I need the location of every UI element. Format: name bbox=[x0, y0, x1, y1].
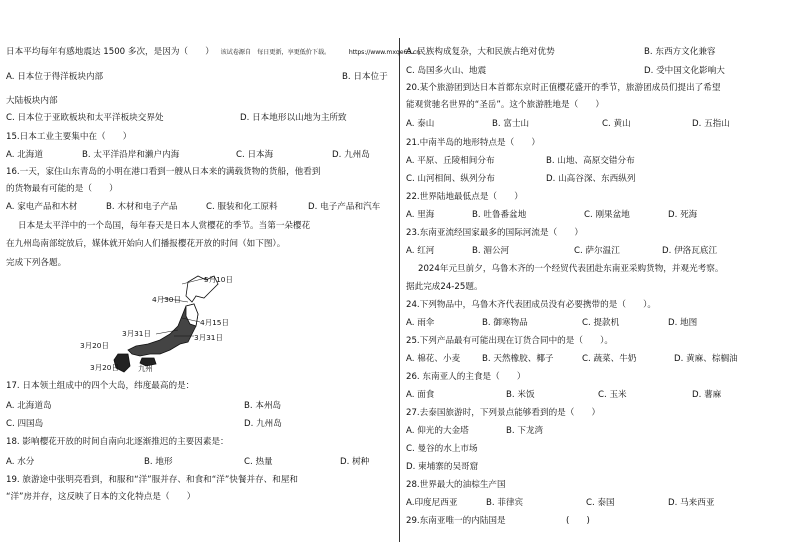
q15-option-d: D. 九州岛 bbox=[332, 150, 370, 160]
q16-option-d: D. 电子产品和汽车 bbox=[308, 202, 381, 212]
q26-option-a: A. 面食 bbox=[406, 390, 435, 400]
q27-option-c: C. 曼谷的水上市场 bbox=[406, 444, 478, 454]
passage2-line1: 2024年元旦前夕，乌鲁木齐的一个经贸代表团赴东南亚采购货物，并观光考察。 bbox=[418, 264, 724, 274]
q17-stem: 17. 日本领土组成中的四个大岛，纬度最高的是： bbox=[6, 381, 195, 391]
q15-option-a: A. 北海道 bbox=[6, 150, 43, 160]
map-label-apr-15: 4月15日 bbox=[200, 318, 229, 327]
q14-line3: 大陆板块内部 bbox=[6, 96, 58, 106]
q22-stem: 22.世界陆地最低点是（ ） bbox=[406, 192, 523, 202]
q26-option-b: B. 米饭 bbox=[506, 390, 535, 400]
q20-option-c: C. 黄山 bbox=[602, 119, 631, 129]
q23-option-c: C. 萨尔温江 bbox=[574, 246, 620, 256]
q25-option-b: B. 天然橡胶、椰子 bbox=[482, 354, 554, 364]
q28-option-c: C. 泰国 bbox=[586, 498, 615, 508]
q21-option-d: D. 山高谷深、东西纵列 bbox=[546, 174, 636, 184]
q21-option-c: C. 山河相间、纵列分布 bbox=[406, 174, 495, 184]
q25-option-d: D. 黄麻、棕榈油 bbox=[674, 354, 738, 364]
map-label-mar-20-b: 3月20日 bbox=[90, 363, 119, 372]
q24-option-c: C. 提款机 bbox=[582, 318, 620, 328]
q24-option-a: A. 雨伞 bbox=[406, 318, 435, 328]
q17-option-a: A. 北海道岛 bbox=[6, 401, 52, 411]
q16-option-c: C. 服装和化工原料 bbox=[206, 202, 278, 212]
q14-option-c: C. 日本位于亚欧板块和太平洋板块交界处 bbox=[6, 113, 164, 123]
q25-option-c: C. 蔬菜、牛奶 bbox=[582, 354, 637, 364]
q15-stem: 15.日本工业主要集中在（ ） bbox=[6, 132, 132, 142]
q20-stem-line1: 20.某个旅游团到达日本首都东京时正值樱花盛开的季节，旅游团成员们提出了希望 bbox=[406, 83, 721, 93]
map-label-kyushu: 九州 bbox=[138, 364, 153, 373]
q19-stem-line2: “洋”房并存，这反映了日本的文化特点是（ ） bbox=[6, 492, 196, 502]
q20-option-a: A. 泰山 bbox=[406, 119, 435, 129]
q14-option-d: D. 日本地形以山地为主所致 bbox=[240, 113, 347, 123]
map-label-apr-30: 4月30日 bbox=[152, 295, 181, 304]
q27-option-a: A. 仰光的大金塔 bbox=[406, 426, 469, 436]
q26-stem: 26. 东南亚人的主食是（ ） bbox=[406, 372, 526, 382]
q19-stem-line1: 19. 旅游途中张明亮看到，和服和“洋”服并存、和食和“洋”快餐并存、和屋和 bbox=[6, 475, 299, 485]
q22-option-d: D. 死海 bbox=[668, 210, 698, 220]
q23-option-b: B. 湄公河 bbox=[472, 246, 510, 256]
q22-option-b: B. 吐鲁番盆地 bbox=[472, 210, 527, 220]
column-divider bbox=[399, 38, 400, 542]
passage2-line2: 据此完成24-25题。 bbox=[406, 282, 483, 292]
q14-line2: A. 日本位于得洋板块内部 bbox=[6, 72, 104, 82]
q27-option-d: D. 柬埔寨的吴哥窟 bbox=[406, 462, 479, 472]
q28-option-d: D. 马来西亚 bbox=[668, 498, 715, 508]
map-label-mar-20-a: 3月20日 bbox=[80, 341, 109, 350]
q20-option-b: B. 富士山 bbox=[492, 119, 530, 129]
q21-option-b: B. 山地、高原交错分布 bbox=[546, 156, 635, 166]
q18-option-d: D. 树种 bbox=[340, 457, 370, 467]
map-label-mar-31-b: 3月31日 bbox=[194, 333, 223, 342]
q24-option-b: B. 御寒物品 bbox=[482, 318, 528, 328]
japan-cherry-blossom-map bbox=[70, 270, 240, 376]
q18-option-b: B. 地形 bbox=[144, 457, 173, 467]
q15-option-b: B. 太平洋沿岸和濑户内海 bbox=[82, 150, 180, 160]
q28-option-b: B. 菲律宾 bbox=[486, 498, 524, 508]
q21-option-a: A. 平原、丘陵相间分布 bbox=[406, 156, 495, 166]
passage-line2: 在九州岛南部绽放后，媒体就开始向人们播报樱花开放的时间（如下图）。 bbox=[6, 239, 286, 249]
q14-option-b: B. 日本位于 bbox=[342, 72, 388, 82]
q24-option-d: D. 地图 bbox=[668, 318, 698, 328]
q19-option-a: A. 民族构成复杂，大和民族占绝对优势 bbox=[406, 47, 555, 57]
q29-answer-blank: ( ) bbox=[566, 516, 590, 526]
q24-stem: 24.下列物品中，乌鲁木齐代表团成员没有必要携带的是（ ）。 bbox=[406, 300, 656, 310]
q23-option-d: D. 伊洛瓦底江 bbox=[662, 246, 718, 256]
q19-option-c: C. 岛国多火山、地震 bbox=[406, 66, 487, 76]
q17-option-c: C. 四国岛 bbox=[6, 419, 44, 429]
q22-option-a: A. 里海 bbox=[406, 210, 435, 220]
q28-stem: 28.世界最大的油棕生产国 bbox=[406, 480, 506, 490]
q22-option-c: C. 刚果盆地 bbox=[584, 210, 630, 220]
q28-option-a: A.印度尼西亚 bbox=[406, 498, 458, 508]
q18-option-c: C. 热量 bbox=[244, 457, 273, 467]
q29-stem: 29.东南亚唯一的内陆国是 bbox=[406, 516, 506, 526]
q19-option-d: D. 受中国文化影响大 bbox=[644, 66, 725, 76]
q16-option-a: A. 家电产品和木材 bbox=[6, 202, 78, 212]
q26-option-c: C. 玉米 bbox=[598, 390, 627, 400]
q20-option-d: D. 五指山 bbox=[692, 119, 730, 129]
q26-option-d: D. 薯麻 bbox=[692, 390, 722, 400]
q27-option-b: B. 下龙湾 bbox=[506, 426, 544, 436]
map-label-mar-31-a: 3月31日 bbox=[122, 329, 151, 338]
q15-option-c: C. 日本海 bbox=[236, 150, 274, 160]
q27-stem: 27.去泰国旅游时，下列景点能够看到的是（ ） bbox=[406, 408, 601, 418]
q23-stem: 23.东南亚流经国家最多的国际河流是（ ） bbox=[406, 228, 583, 238]
q20-stem-line2: 能观赏驰名世界的“圣岳”。这个旅游胜地是（ ） bbox=[406, 100, 604, 110]
q14-line1: 日本平均每年有感地震达 1500 多次，是因为（ ） 该试卷源自 每日更新，享更低价下载。 https://www.mxqe63.cn bbox=[6, 47, 421, 57]
map-label-may-10: 5月10日 bbox=[204, 275, 233, 284]
q16-option-b: B. 木材和电子产品 bbox=[106, 202, 178, 212]
q25-option-a: A. 棉花、小麦 bbox=[406, 354, 461, 364]
q16-stem-line1: 16.一天，家住山东青岛的小明在港口看到一艘从日本来的满载货物的货船，他看到 bbox=[6, 167, 321, 177]
q21-stem: 21.中南半岛的地形特点是（ ） bbox=[406, 138, 540, 148]
q25-stem: 25.下列产品最有可能出现在订货合同中的是（ ）。 bbox=[406, 336, 614, 346]
passage-line1: 日本是太平洋中的一个岛国，每年春天是日本人赏樱花的季节。当第一朵樱花 bbox=[18, 221, 311, 231]
q19-option-b: B. 东西方文化兼容 bbox=[644, 47, 716, 57]
source-url: https://www.mxqe63.cn bbox=[348, 49, 421, 56]
q17-option-b: B. 本州岛 bbox=[244, 401, 282, 411]
q18-option-a: A. 水分 bbox=[6, 457, 35, 467]
passage-line3: 完成下列各题。 bbox=[6, 258, 67, 268]
q17-option-d: D. 九州岛 bbox=[244, 419, 282, 429]
q16-stem-line2: 的货物最有可能的是（ ） bbox=[6, 184, 118, 194]
q18-stem: 18. 影响樱花开放的时间自南向北逐渐推迟的主要因素是： bbox=[6, 437, 229, 447]
source-note: 该试卷源自 每日更新，享更低价下载。 bbox=[220, 49, 331, 56]
q23-option-a: A. 红河 bbox=[406, 246, 435, 256]
